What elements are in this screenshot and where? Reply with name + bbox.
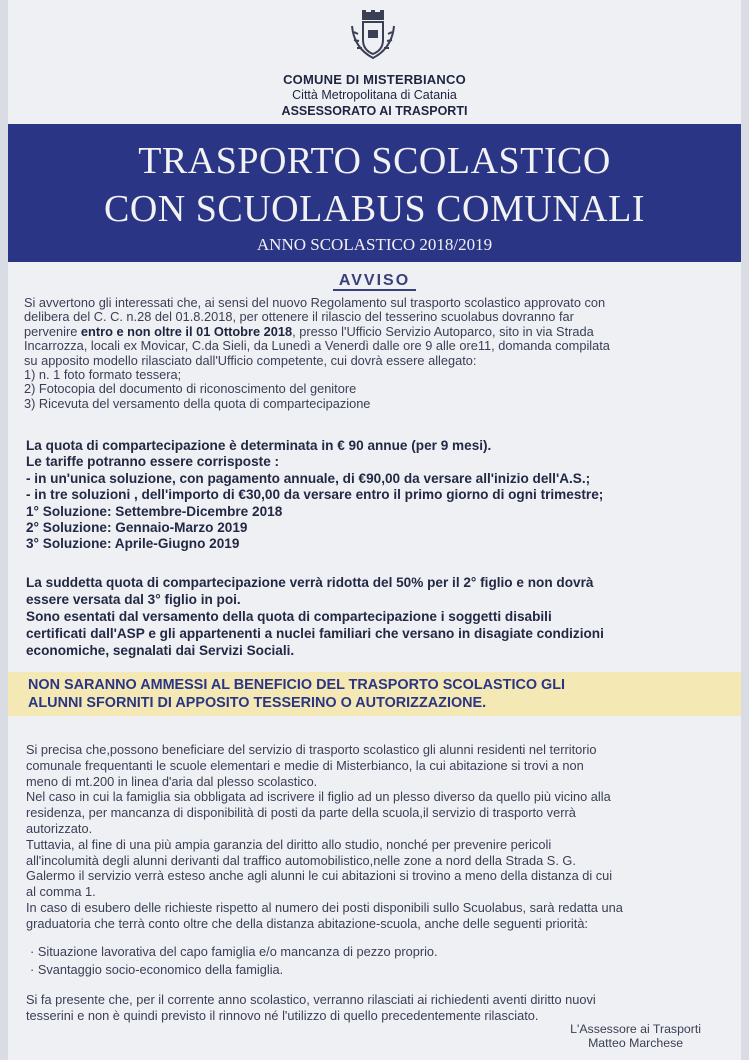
required-item: 1) n. 1 foto formato tessera;	[24, 367, 182, 383]
fee-section	[26, 438, 726, 553]
details-line: all'incolumità degli alunni derivanti dal traffico automobilistico,nelle zone a nord della Strada S. G.	[26, 852, 576, 868]
intro-line: Incarrozza, locali ex Movicar, C.da Sieli, da Lunedì a Venerdì dalle ore 9 alle ore11, domanda compilata	[24, 338, 610, 354]
details-section	[26, 742, 718, 932]
details-line: Nel caso in cui la famiglia sia obbligata ad iscrivere il figlio ad un plesso diverso da quello più vicino alla	[26, 789, 611, 805]
details-line: graduatoria che terrà conto oltre che della distanza abitazione-scuola, anche delle seguenti priorità:	[26, 915, 588, 931]
details-line: comunale frequentanti le scuole elementari e medie di Misterbianco, la cui abitazione si trovi a non	[26, 757, 584, 773]
reduction-line: certificati dall'ASP e gli appartenenti a nuclei familiari che versano in disagiate condizioni	[26, 626, 604, 641]
fee-line: - in tre soluzioni , dell'importo di €30,00 da versare entro il primo giorno di ogni trimestre;	[26, 487, 604, 503]
details-line: In caso di esubero delle richieste rispetto al numero dei posti disponibili sullo Scuolabus, sarà redatta una	[26, 899, 623, 915]
signature-role: L'Assessore ai Trasporti	[570, 1022, 701, 1036]
fee-line: - in un'unica soluzione, con pagamento annuale, di €90,00 da versare all'inizio dell'A.S.;	[26, 470, 591, 486]
coat-of-arms-icon	[344, 8, 402, 66]
closing-line: tesserini e non è quindi previsto il rinnovo né l'utilizzo di quello precedentemente rilasciato.	[26, 1007, 539, 1023]
priority-item: · Svantaggio socio-economico della famiglia.	[30, 962, 284, 977]
details-line: meno di mt.200 in linea d'aria dal plesso scolastico.	[26, 773, 318, 789]
fee-line: Le tariffe potranno essere corrisposte :	[26, 454, 280, 470]
municipality-name: COMUNE DI MISTERBIANCO	[283, 72, 466, 87]
metro-city: Città Metropolitana di Catania	[292, 88, 457, 102]
title-line-1: TRASPORTO SCOLASTICO	[138, 140, 611, 182]
intro-line: pervenire entro e non oltre il 01 Ottobre 2018, presso l'Ufficio Servizio Autoparco, sito in via Strada	[24, 323, 594, 339]
reduction-line: economiche, segnalati dai Servizi Sociali.	[26, 643, 295, 658]
signature-name: Matteo Marchese	[588, 1036, 684, 1050]
title-line-2: CON SCUOLABUS COMUNALI	[104, 188, 645, 230]
warning-line-1: NON SARANNO AMMESSI AL BENEFICIO DEL TRASPORTO SCOLASTICO GLI	[28, 677, 566, 693]
details-line: autorizzato.	[26, 820, 93, 836]
intro-line: delibera del C. C. n.28 del 01.8.2018, per ottenere il rilascio del tesserino scuolabus dovranno far	[24, 309, 574, 325]
fee-line: 3° Soluzione: Aprile-Giugno 2019	[26, 536, 240, 552]
fee-line: La quota di compartecipazione è determinata in € 90 annue (per 9 mesi).	[26, 438, 492, 453]
closing-line: Si fa presente che, per il corrente anno scolastico, verranno rilasciati ai richiedenti aventi diritto nuovi	[26, 992, 596, 1007]
notice-intro	[24, 296, 724, 411]
title-banner	[8, 124, 741, 262]
intro-line: su apposito modello rilasciato dall'Ufficio competente, cui dovrà essere allegato:	[24, 352, 477, 368]
reduction-line: Sono esentati dal versamento della quota di compartecipazione i soggetti disabili	[26, 609, 552, 624]
deadline-text: entro e non oltre il 01 Ottobre 2018	[80, 323, 293, 339]
details-line: Tuttavia, al fine di una più ampia garanzia del diritto allo studio, nonché per prevenire pericoli	[26, 836, 552, 852]
intro-line: Si avvertono gli interessati che, ai sensi del nuovo Regolamento sul trasporto scolastico approvato con	[24, 295, 606, 310]
school-year: ANNO SCOLASTICO 2018/2019	[256, 235, 493, 254]
reduction-section	[26, 574, 718, 659]
fee-line: 2° Soluzione: Gennaio-Marzo 2019	[26, 520, 248, 536]
notice-heading-text: AVVISO	[333, 272, 416, 291]
required-item: 3) Ricevuta del versamento della quota di compartecipazione	[24, 395, 371, 411]
details-line: residenza, per mancanza di disponibilità di posti da parte della scuola,il servizio di trasporto verrà	[26, 805, 576, 821]
fee-line: 1° Soluzione: Settembre-Dicembre 2018	[26, 503, 283, 519]
required-item: 2) Fotocopia del documento di riconoscimento del genitore	[24, 381, 357, 397]
details-line: Si precisa che,possono beneficiare del servizio di trasporto scolastico gli alunni residenti nel territorio	[26, 742, 597, 757]
reduction-line: La suddetta quota di compartecipazione verrà ridotta del 50% per il 2° figlio e non dovrà	[26, 575, 594, 590]
details-line: Galermo il servizio verrà esteso anche agli alunni le cui abitazioni si trovino a meno della distanza di cui	[26, 868, 613, 884]
department: ASSESSORATO AI TRASPORTI	[281, 104, 468, 118]
reduction-line: essere versata dal 3° figlio in poi.	[26, 592, 241, 607]
warning-box	[8, 672, 741, 716]
closing-section	[26, 992, 718, 1024]
notice-heading	[0, 272, 749, 290]
details-line: al comma 1.	[26, 884, 96, 900]
warning-line-2: ALUNNI SFORNITI DI APPOSITO TESSERINO O AUTORIZZAZIONE.	[28, 695, 487, 711]
signature-block	[570, 1022, 701, 1050]
priority-item: · Situazione lavorativa del capo famiglia e/o mancanza di pezzo proprio.	[30, 944, 438, 959]
